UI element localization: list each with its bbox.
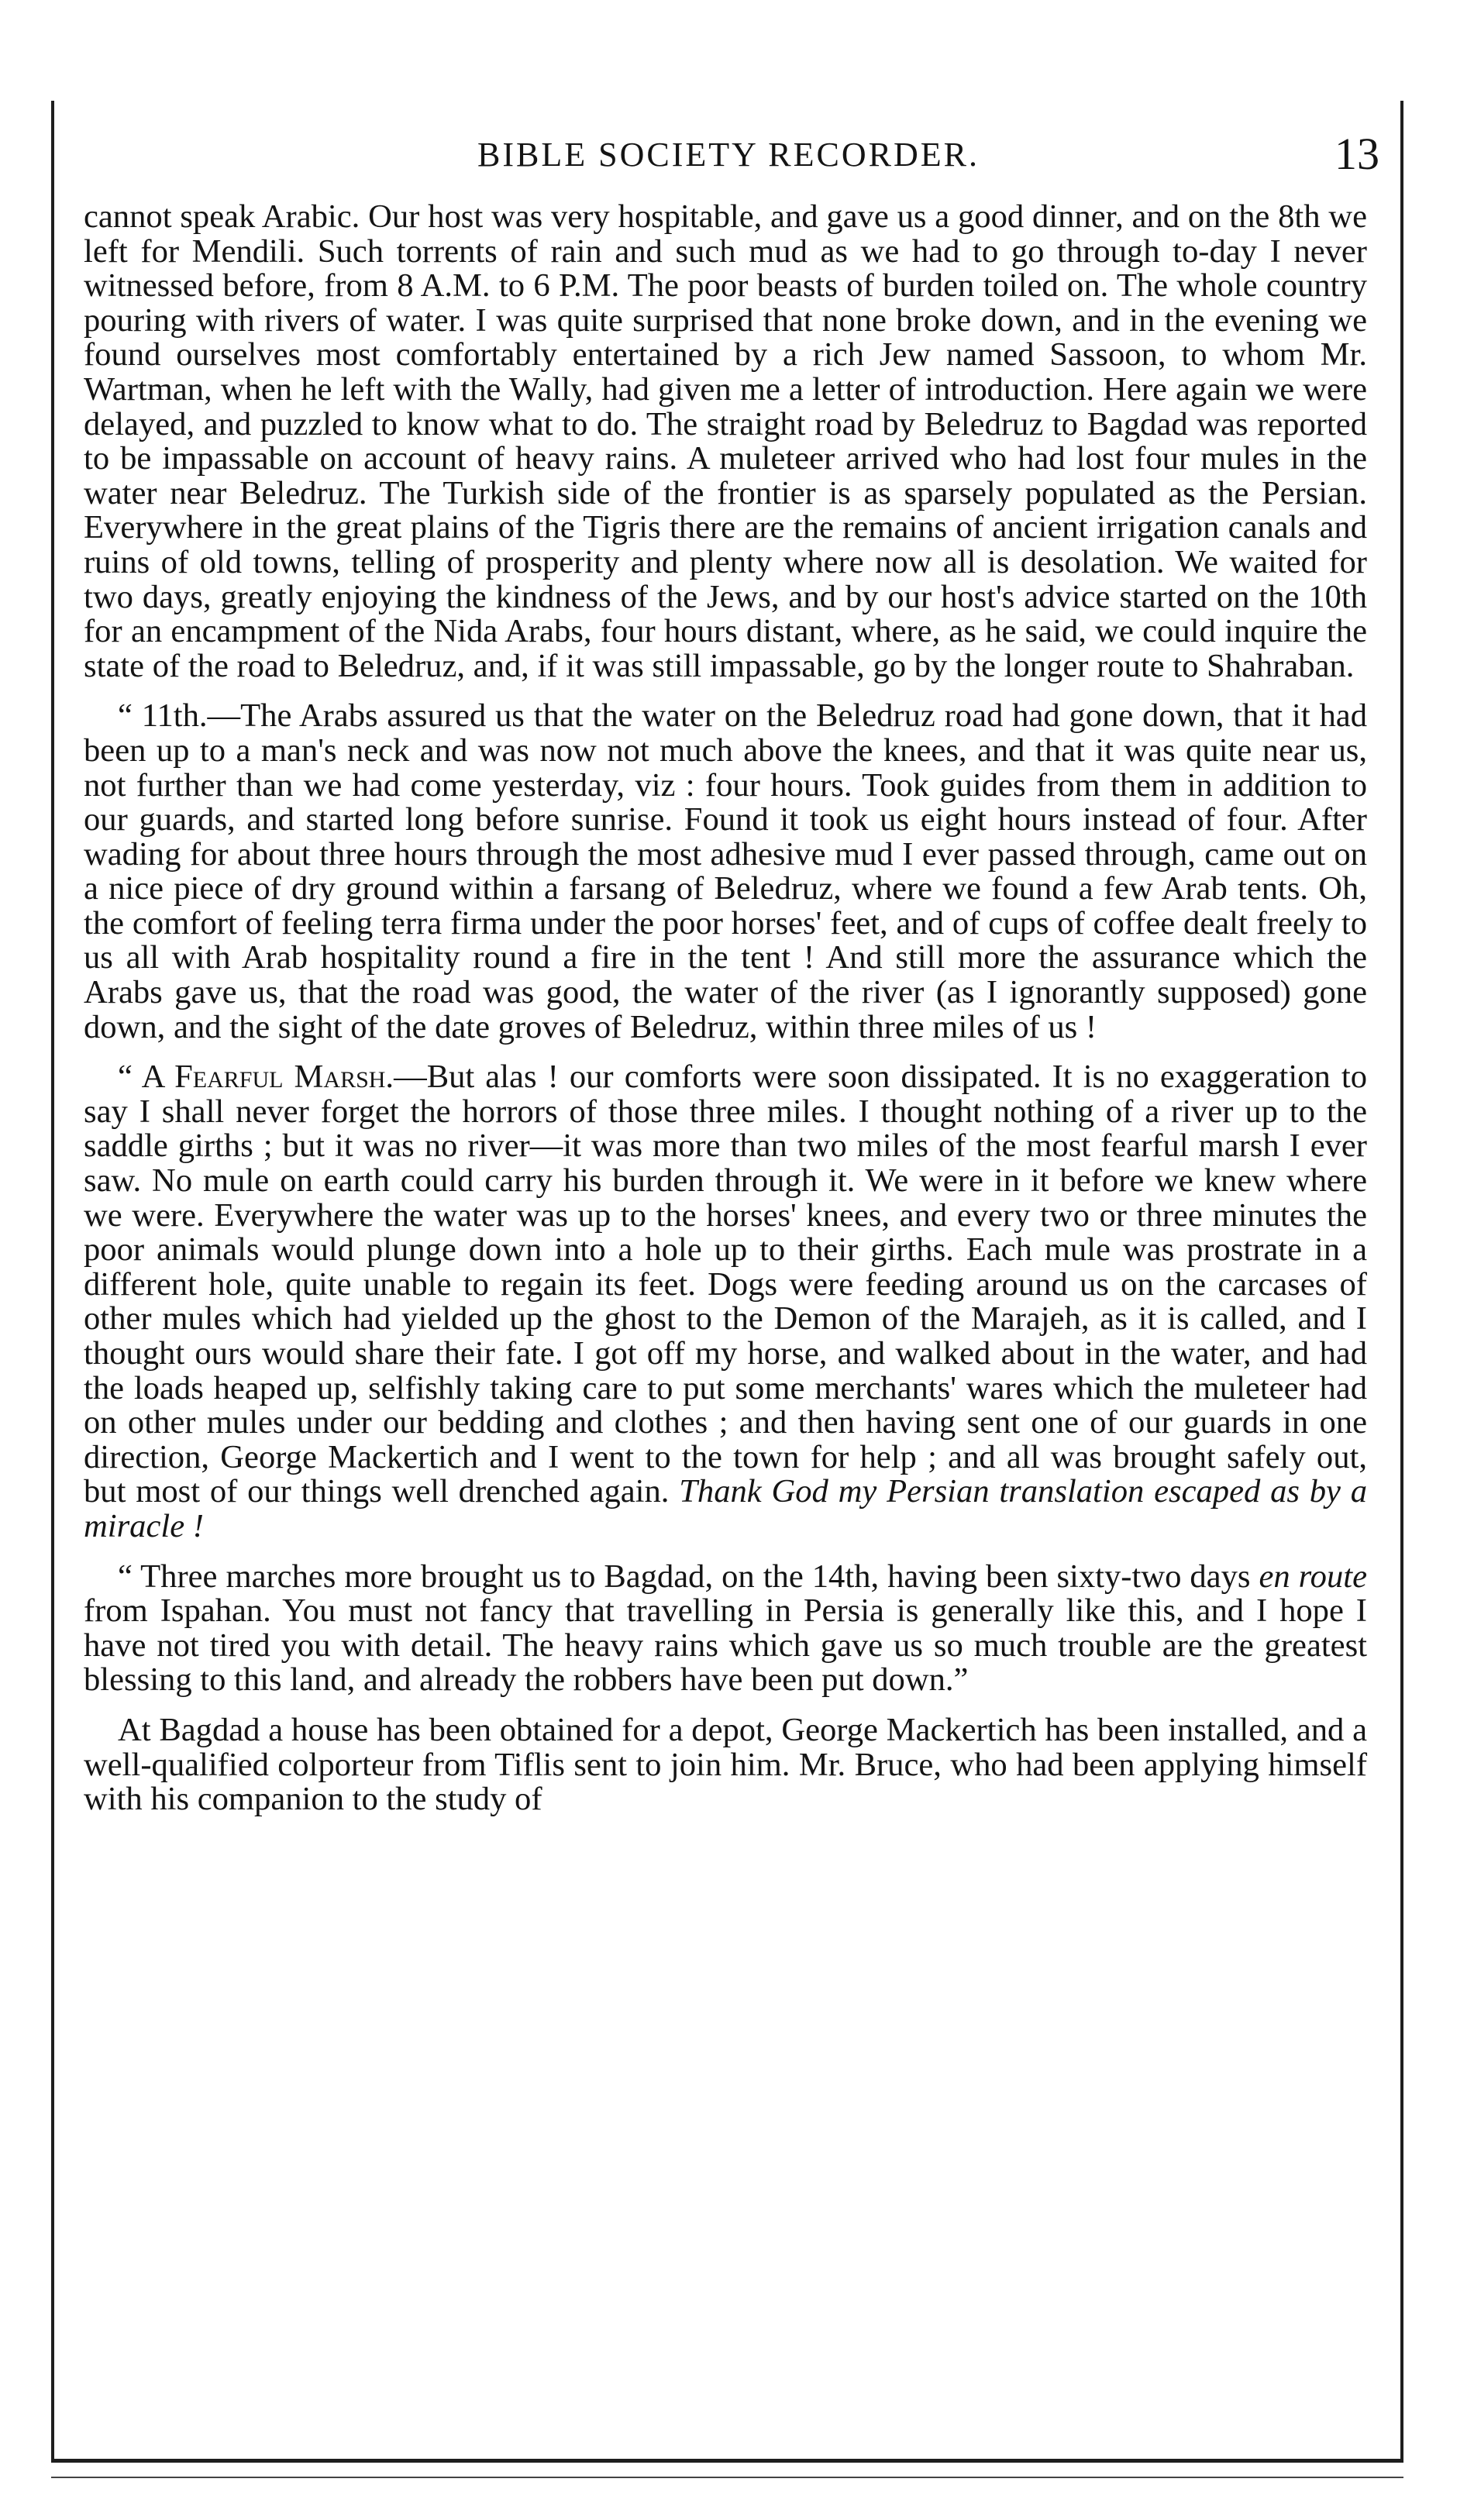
paragraph-text: from Ispahan. You must not fancy that travelling in Persia is generally like this, and I hope I have not tired you with detail. The heavy rains which gave us so much trouble are the greatest blessing to this land, and already the robbers have been put down.”	[84, 1592, 1367, 1699]
bottom-rule	[51, 2477, 1403, 2478]
page-header	[77, 129, 1379, 194]
paragraph-eleventh: “ 11th.—The Arabs assured us that the water on the Beledruz road had gone down, that it had been up to a man's neck and was now not much above the knees, and that it was quite near us, not further than we had come yesterday, viz : four hours. Took guides from them in addition to our guards, and started long before sunrise. Found it took us eight hours instead of four. After wading for about three hours through the most adhesive mud I ever passed through, came out on a nice piece of dry ground within a farsang of Beledruz, where we found a few Arab tents. Oh, the comfort of feeling terra firma under the poor horses' feet, and of cups of coffee dealt freely to us all with Arab hospitality round a fire in the tent ! And still more the assurance which the Arabs gave us, that the road was good, the water of the river (as I ignorantly supposed) gone down, and the sight of the date groves of Beledruz, within three miles of us !	[84, 697, 1367, 1045]
running-title: BIBLE SOCIETY RECORDER.	[477, 136, 980, 174]
section-lead: “ A Fearful Marsh.	[118, 1059, 394, 1096]
article-body	[84, 200, 1367, 1817]
paragraph-text: “ Three marches more brought us to Bagdad, on the 14th, having been sixty-two days	[118, 1558, 1259, 1595]
paragraph-depot: At Bagdad a house has been obtained for a depot, George Mackertich has been installed, and a well-qualified colporteur from Tiflis sent to join him. Mr. Bruce, who had been applying himself with his companion to the study of	[84, 1711, 1367, 1818]
italic-phrase: en route	[1259, 1558, 1367, 1595]
paragraph-mendili: cannot speak Arabic. Our host was very hospitable, and gave us a good dinner, and on the 8th we left for Mendili. Such torrents of rain and such mud as we had to go through to-day I never witnessed before, from 8 A.M. to 6 P.M. The poor beasts of burden toiled on. The whole country pouring with rivers of water. I was quite surprised that none broke down, and in the evening we found ourselves most comfortably entertained by a rich Jew named Sassoon, to whom Mr. Wartman, when he left with the Wally, had given me a letter of introduction. Here again we were delayed, and puzzled to know what to do. The straight road by Beledruz to Bagdad was reported to be impassable on account of heavy rains. A muleteer arrived who had lost four mules in the water near Beledruz. The Turkish side of the frontier is as sparsely populated as the Persian. Everywhere in the great plains of the Tigris there are the remains of ancient irrigation canals and ruins of old towns, telling of prosperity and plenty where now all is desolation. We waited for two days, greatly enjoying the kindness of the Jews, and by our host's advice started on the 10th for an encampment of the Nida Arabs, four hours distant, where, as he said, we could inquire the state of the road to Beledruz, and, if it was still impassable, go by the longer route to Shahraban.	[84, 198, 1367, 684]
italic-remark: Thank God my Persian translation escaped as by a miracle !	[84, 1473, 1367, 1544]
paragraph-text: —But alas ! our comforts were soon dissipated. It is no exaggeration to say I shall never forget the horrors of those three miles. I thought nothing of a river up to the saddle girths ; but it was no river—it was more than two miles of the most fearful marsh I ever saw. No mule on earth could carry his burden through it. We were in it before we knew where we were. Everywhere the water was up to the horses' knees, and every two or three minutes the poor animals would plunge down into a hole up to their girths. Each mule was prostrate in a different hole, quite unable to regain its feet. Dogs were feeding around us on the carcases of other mules which had yielded up the ghost to the Demon of the Marajeh, as it is called, and I thought ours would share their fate. I got off my horse, and walked about in the water, and had the loads heaped up, selfishly taking care to put some merchants' wares which the muleteer had on other mules under our bedding and clothes ; and then having sent one of our guards in one direction, George Mackertich and I went to the town for help ; and all was brought safely out, but most of our things well drenched again.	[84, 1059, 1367, 1510]
page-number: 13	[1335, 129, 1379, 179]
paragraph-fearful-marsh	[84, 1060, 1367, 1544]
paragraph-bagdad-arrival	[84, 1560, 1367, 1698]
